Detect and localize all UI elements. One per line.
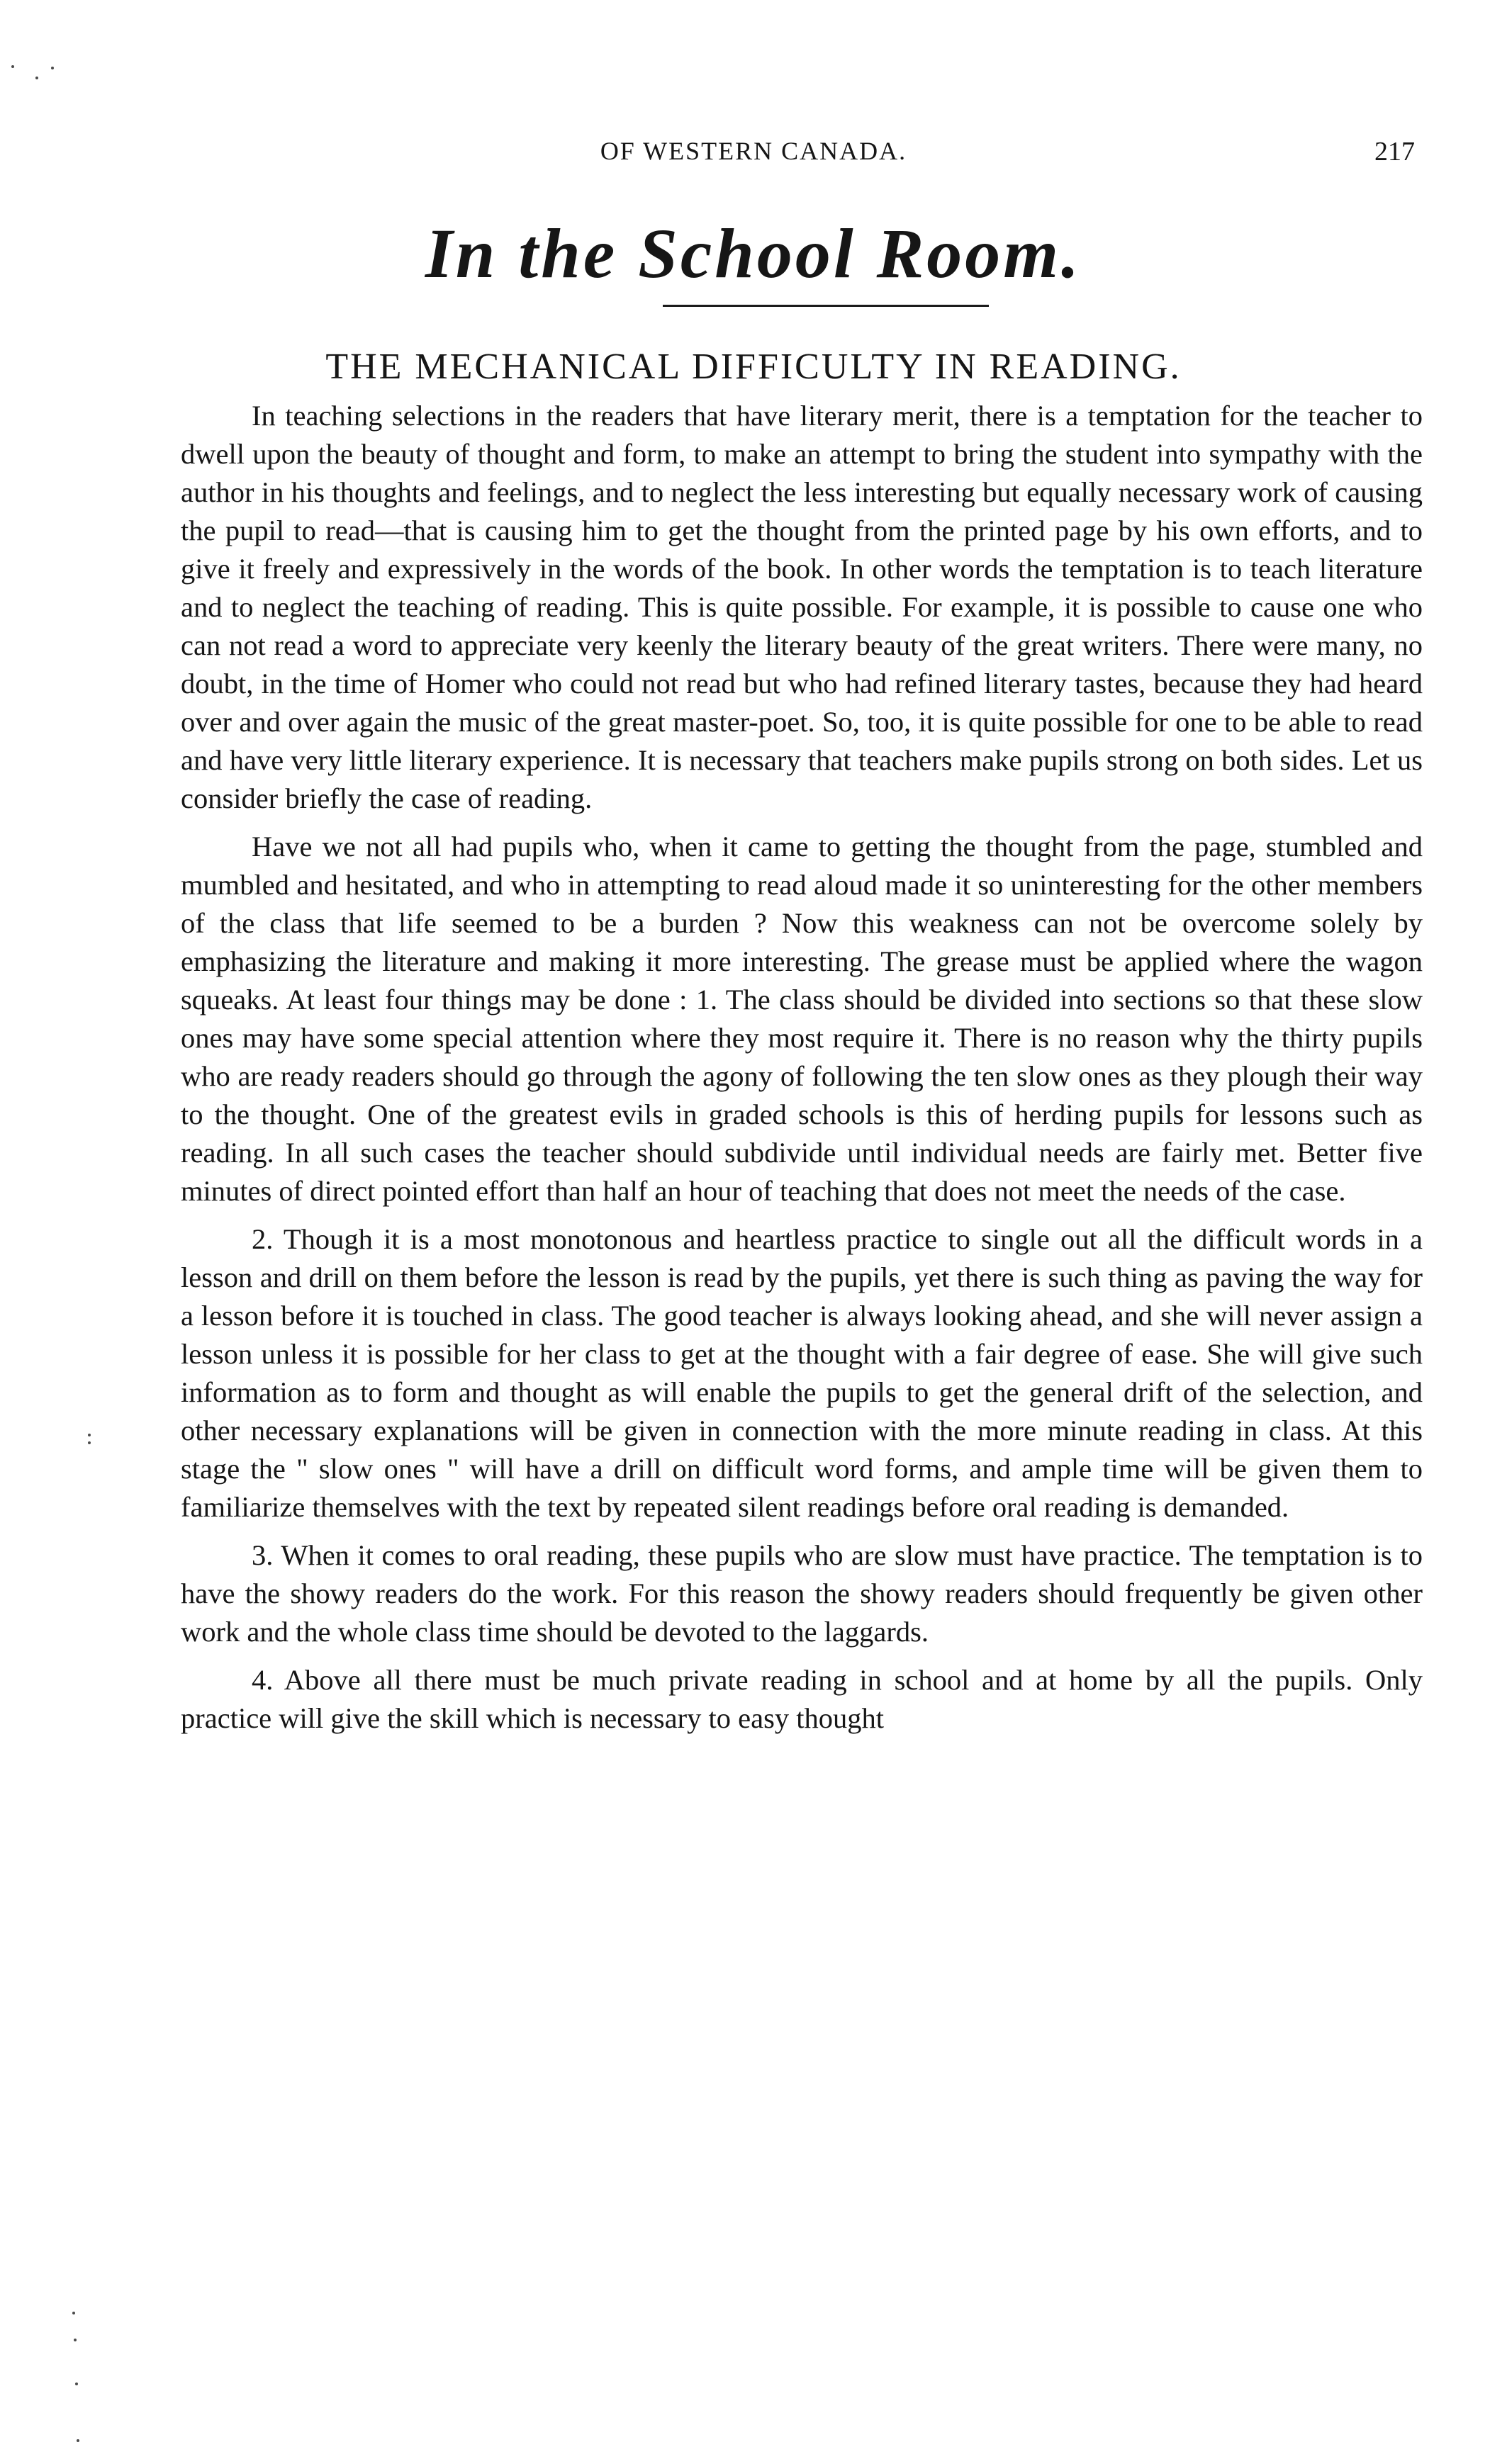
margin-speck: [77, 2439, 79, 2442]
margin-speck: [75, 2383, 78, 2385]
article-body: [181, 397, 1423, 1738]
margin-speck: [72, 2312, 75, 2314]
running-head: [0, 136, 1507, 179]
margin-speck: [35, 77, 38, 79]
margin-speck: [88, 1441, 91, 1444]
running-title: OF WESTERN CANADA.: [600, 137, 907, 165]
margin-speck: [11, 65, 14, 68]
margin-speck: [51, 67, 54, 69]
paragraph: 2. Though it is a most monotonous and heartless practice to single out all the difficult words in a lesson and drill on them before the lesson is read by the pupils, yet there is such thing as paving the way for a lesson before it is touched in class. The good teacher is always looking ahead, and she will never assign a lesson unless it is possible for her class to get at the thought with a fair degree of ease. She will give such information as to form and thought as will enable the pupils to get the general drift of the selection, and other necessary explanations will be given in connection with the more minute reading in class. At this stage the " slow ones " will have a drill on difficult word forms, and ample time will be given them to familiarize themselves with the text by repeated silent readings before oral reading is demanded.: [181, 1223, 1423, 1523]
page-number: 217: [1374, 137, 1415, 167]
section-title: In the School Room.: [425, 214, 1082, 293]
margin-speck: [74, 2339, 77, 2341]
paragraph: Have we not all had pupils who, when it came to getting the thought from the page, stumbled and mumbled and hesitated, and who in attempting to read aloud made it so uninteresting for the other members of the class that life seemed to be a burden ? Now this weakness can not be overcome solely by emphasizing the literature and making it more interesting. The grease must be applied where the wagon squeaks. At least four things may be done : 1. The class should be divided into sections so that these slow ones may have some special attention where they most require it. There is no reason why the thirty pupils who are ready readers should go through the agony of following the ten slow ones as they plough their way to the thought. One of the greatest evils in graded schools is this of herding pupils for lessons such as reading. In all such cases the teacher should subdivide until individual needs are fairly met. Better five minutes of direct pointed effort than half an hour of teaching that does not meet the needs of the case.: [181, 831, 1423, 1207]
article-heading: THE MECHANICAL DIFFICULTY IN READING.: [325, 347, 1182, 387]
margin-speck: [88, 1434, 91, 1436]
paragraph: 3. When it comes to oral reading, these pupils who are slow must have practice. The temptation is to have the showy readers do the work. For this reason the showy readers should frequently be given other work and the whole class time should be devoted to the laggards.: [181, 1539, 1423, 1648]
paragraph: In teaching selections in the readers that have literary merit, there is a temptation for the teacher to dwell upon the beauty of thought and form, to make an attempt to bring the student into sympathy with the author in his thoughts and feelings, and to neglect the less interesting but equally necessary work of causing the pupil to read—that is causing him to get the thought from the printed page by his own efforts, and to give it freely and expressively in the words of the book. In other words the temptation is to teach literature and to neglect the teaching of reading. This is quite possible. For example, it is possible to cause one who can not read a word to appreciate very keenly the literary beauty of the great writers. There were many, no doubt, in the time of Homer who could not read but who had refined literary tastes, because they had heard over and over again the music of the great master-poet. So, too, it is quite possible for one to be able to read and have very little literary experience. It is necessary that teachers make pupils strong on both sides. Let us consider briefly the case of reading.: [181, 400, 1423, 814]
paragraph: 4. Above all there must be much private reading in school and at home by all the pupils. Only practice will give the skill which is necessary to easy thought: [181, 1664, 1423, 1734]
title-rule: [663, 305, 989, 307]
